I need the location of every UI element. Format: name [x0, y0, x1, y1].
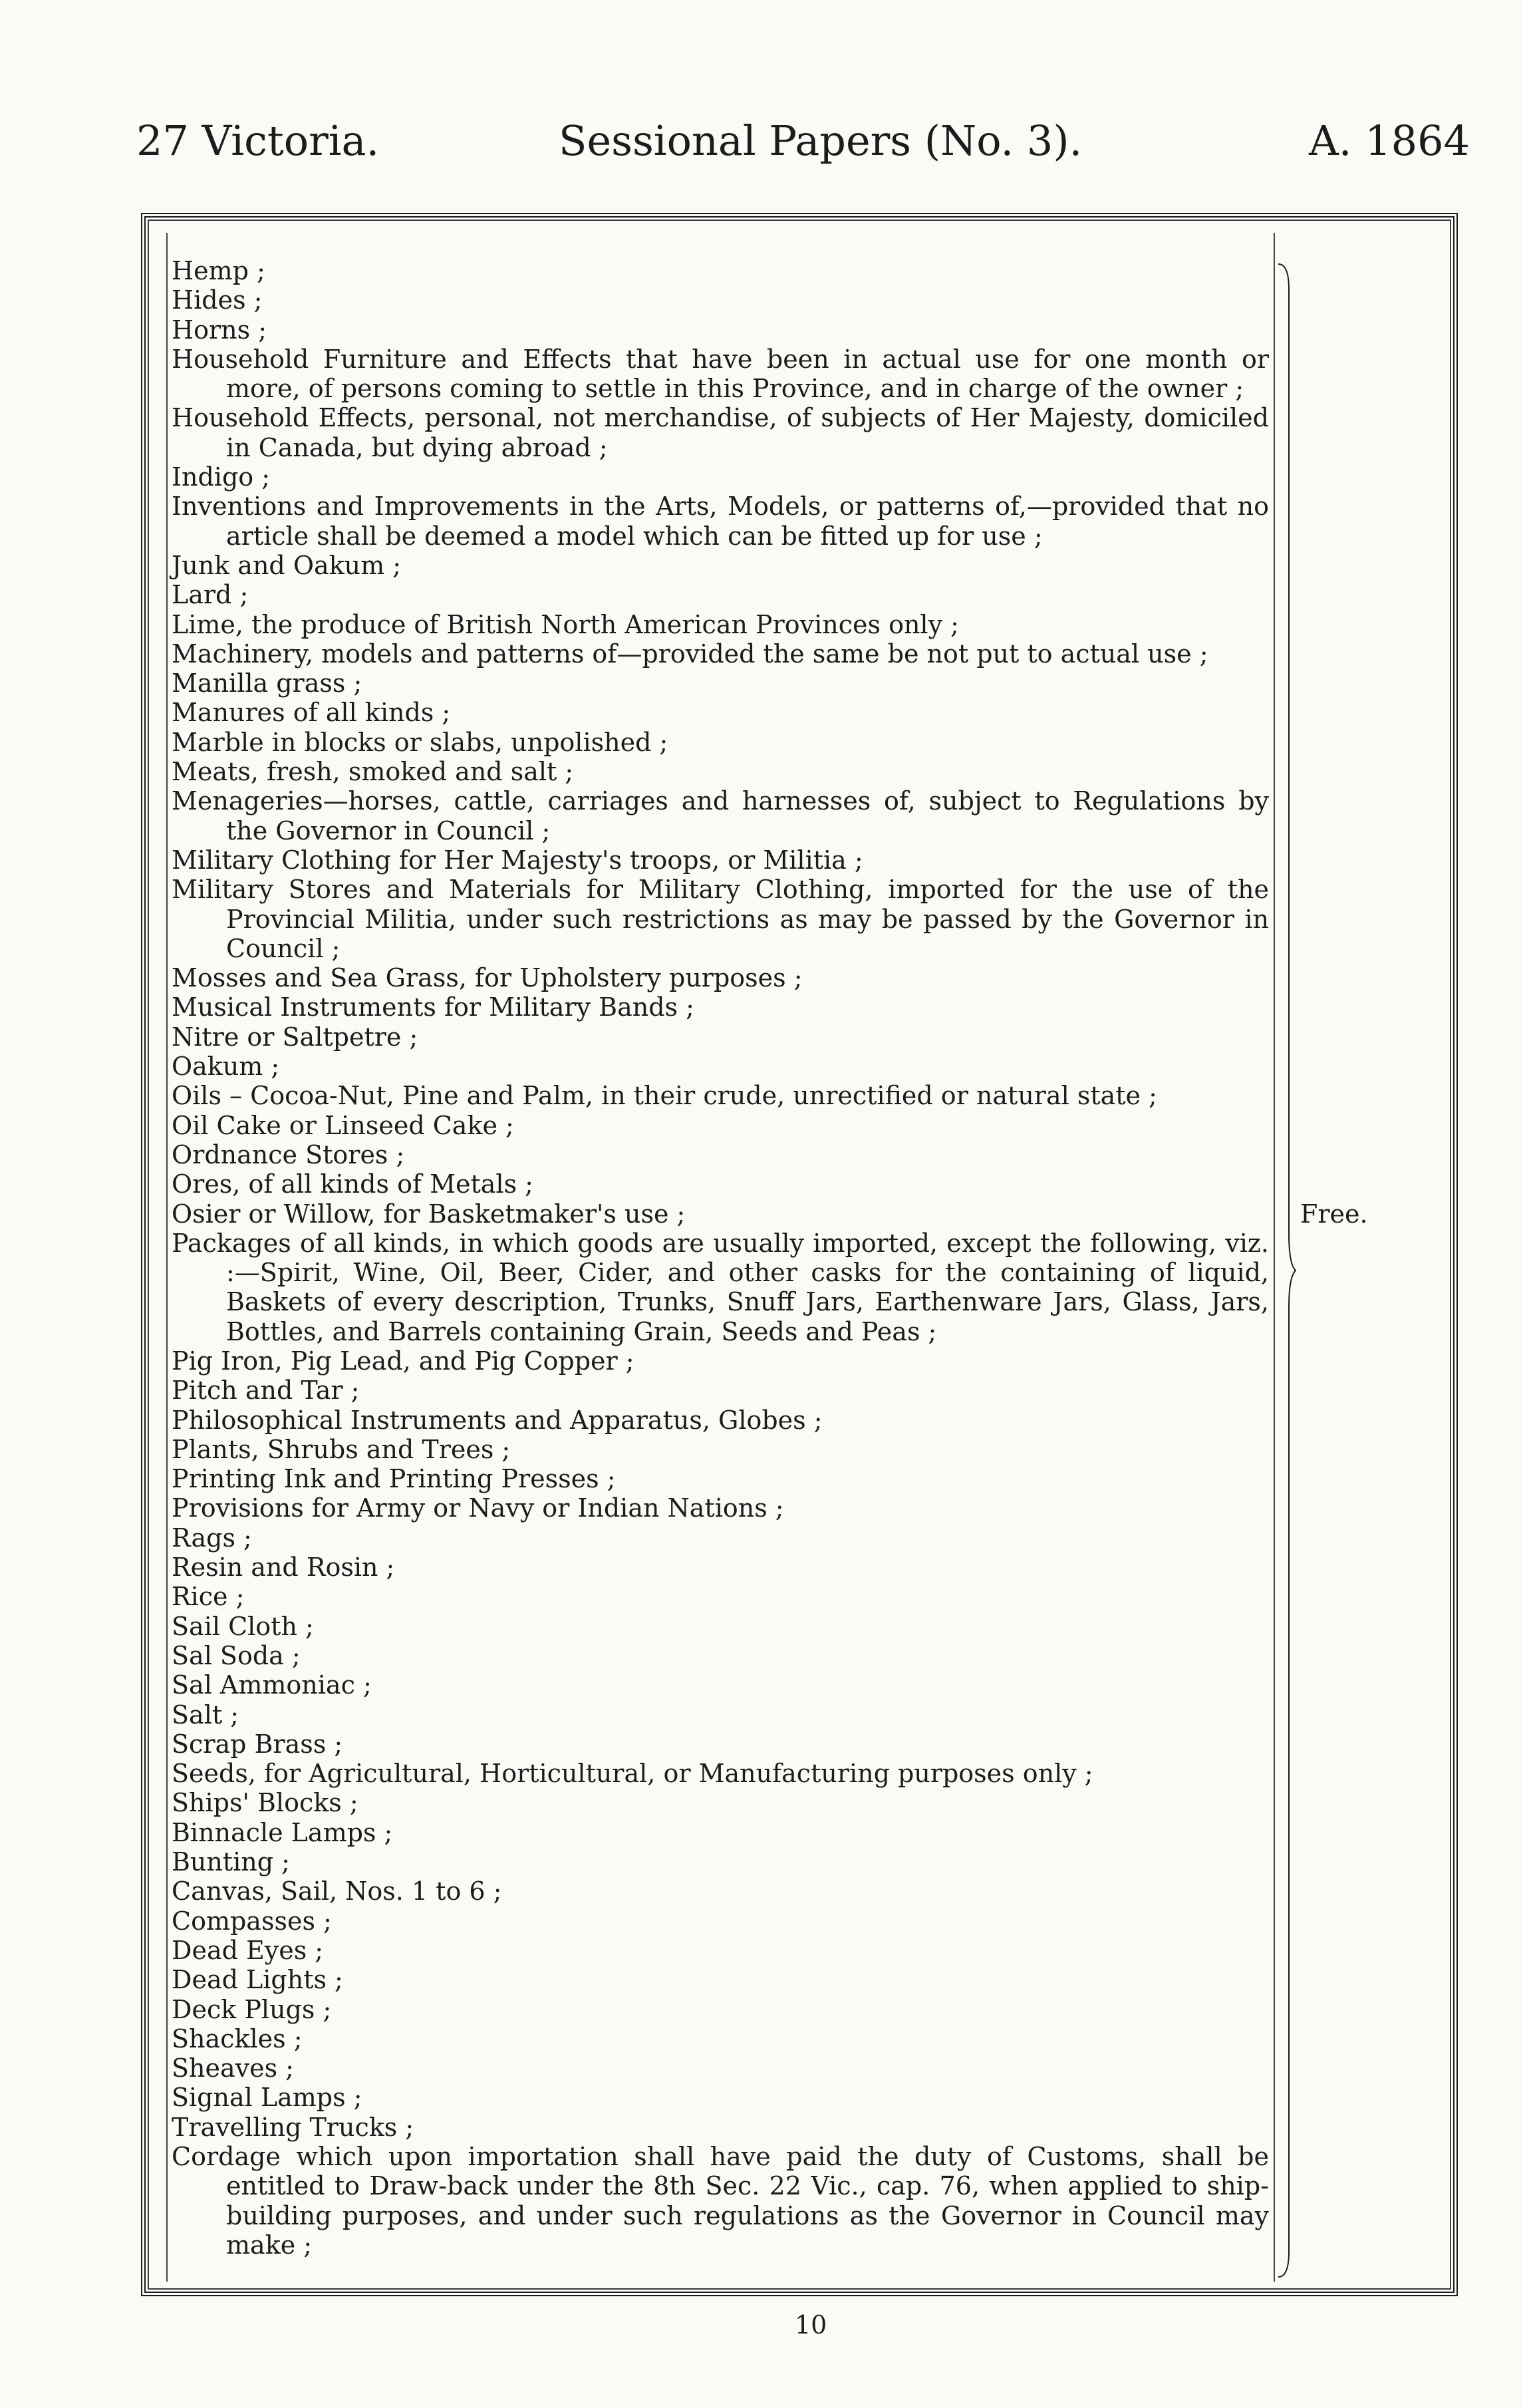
list-item: Compasses ; [172, 1906, 332, 1936]
list-item: Musical Instruments for Military Bands ; [172, 992, 694, 1022]
header-title: Sessional Papers (No. 3). [559, 116, 1083, 165]
list-item: Mosses and Sea Grass, for Upholstery purposes ; [172, 963, 803, 993]
list-item: Military Clothing for Her Majesty's troops, or Militia ; [172, 845, 863, 875]
column-rule-right [1274, 233, 1275, 2282]
list-item: Military Stores and Materials for Military Clothing, imported for the use of the Provincial Militia, under such restrictions as may be passed by the Governor in Council ; [172, 875, 1269, 963]
list-item: Sail Cloth ; [172, 1611, 314, 1641]
list-item: Pig Iron, Pig Lead, and Pig Copper ; [172, 1346, 634, 1376]
list-item: Hides ; [172, 285, 263, 315]
header-regnal-year: 27 Victoria. [136, 116, 380, 165]
list-item: Osier or Willow, for Basketmaker's use ; [172, 1199, 686, 1229]
list-item: Marble in blocks or slabs, unpolished ; [172, 727, 668, 757]
list-item: Binnacle Lamps ; [172, 1817, 393, 1847]
list-item: Ships' Blocks ; [172, 1788, 358, 1818]
list-item: Dead Eyes ; [172, 1935, 324, 1965]
page-header [0, 116, 1523, 190]
list-item: Manilla grass ; [172, 669, 362, 698]
list-item: Cordage which upon importation shall have paid the duty of Customs, shall be entitled to Draw-back under the 8th Sec. 22 Vic., cap. 76, when applied to ship-building purposes, and under such regulations as the Governor in Council may make ; [172, 2142, 1269, 2260]
list-item: Sal Ammoniac ; [172, 1670, 372, 1700]
list-item: Lard ; [172, 580, 249, 610]
list-item: Scrap Brass ; [172, 1729, 343, 1759]
list-item: Nitre or Saltpetre ; [172, 1022, 418, 1052]
list-item: Bunting ; [172, 1847, 290, 1877]
list-item: Sheaves ; [172, 2053, 294, 2083]
list-item: Machinery, models and patterns of—provided the same be not put to actual use ; [172, 639, 1208, 669]
list-item: Inventions and Improvements in the Arts, Models, or patterns of,—provided that no article shall be deemed a model which can be fitted up for use ; [172, 492, 1269, 551]
list-item: Deck Plugs ; [172, 1994, 332, 2024]
list-item: Menageries—horses, cattle, carriages and harnesses of, subject to Regulations by the Governor in Council ; [172, 786, 1269, 845]
list-item: Junk and Oakum ; [172, 550, 402, 580]
brace-icon [1277, 263, 1297, 2278]
list-item: Oakum ; [172, 1052, 280, 1082]
list-item: Oils – Cocoa-Nut, Pine and Palm, in their crude, unrectified or natural state ; [172, 1081, 1157, 1111]
list-item: Ordnance Stores ; [172, 1139, 405, 1169]
list-item: Signal Lamps ; [172, 2083, 362, 2113]
list-item: Philosophical Instruments and Apparatus, Globes ; [172, 1405, 823, 1435]
list-item: Hemp ; [172, 256, 265, 285]
list-item: Lime, the produce of British North American Provinces only ; [172, 609, 959, 639]
list-item: Shackles ; [172, 2024, 303, 2053]
list-item: Rags ; [172, 1523, 252, 1553]
list-item: Dead Lights ; [172, 1965, 343, 1995]
list-item: Oil Cake or Linseed Cake ; [172, 1110, 514, 1140]
list-item: Household Effects, personal, not merchandise, of subjects of Her Majesty, domiciled in Canada, but dying abroad ; [172, 403, 1269, 462]
list-item: Sal Soda ; [172, 1640, 301, 1670]
list-item: Indigo ; [172, 462, 271, 492]
header-year: A. 1864 [1309, 116, 1470, 165]
list-item: Household Furniture and Effects that have been in actual use for one month or more, of persons coming to settle in this Province, and in charge of the owner ; [172, 344, 1269, 404]
column-rule-left [166, 233, 168, 2282]
list-item: Packages of all kinds, in which goods are usually imported, except the following, viz. :—Spirit, Wine, Oil, Beer, Cider, and other casks for the containing of liquid, Baskets of every description, Trunks, Snuff Jars, Earthenware Jars, Glass, Jars, Bottles, and Barrels containing Grain, Seeds and Peas ; [172, 1228, 1269, 1346]
list-item: Salt ; [172, 1700, 239, 1730]
list-item: Rice ; [172, 1582, 245, 1612]
list-item: Seeds, for Agricultural, Horticultural, or Manufacturing purposes only ; [172, 1759, 1093, 1789]
list-item: Plants, Shrubs and Trees ; [172, 1434, 511, 1464]
list-item: Manures of all kinds ; [172, 698, 451, 728]
list-item: Meats, fresh, smoked and salt ; [172, 757, 574, 787]
list-item: Printing Ink and Printing Presses ; [172, 1464, 616, 1494]
list-item: Horns ; [172, 315, 267, 345]
list-item: Pitch and Tar ; [172, 1376, 360, 1406]
list-item: Canvas, Sail, Nos. 1 to 6 ; [172, 1877, 502, 1906]
page-number: 10 [795, 2310, 827, 2339]
duty-label: Free. [1300, 1199, 1368, 1229]
list-item: Resin and Rosin ; [172, 1553, 395, 1582]
list-item: Travelling Trucks ; [172, 2112, 414, 2142]
list-item: Ores, of all kinds of Metals ; [172, 1169, 533, 1199]
free-goods-list [172, 256, 1269, 2260]
list-item: Provisions for Army or Navy or Indian Nations ; [172, 1493, 784, 1523]
